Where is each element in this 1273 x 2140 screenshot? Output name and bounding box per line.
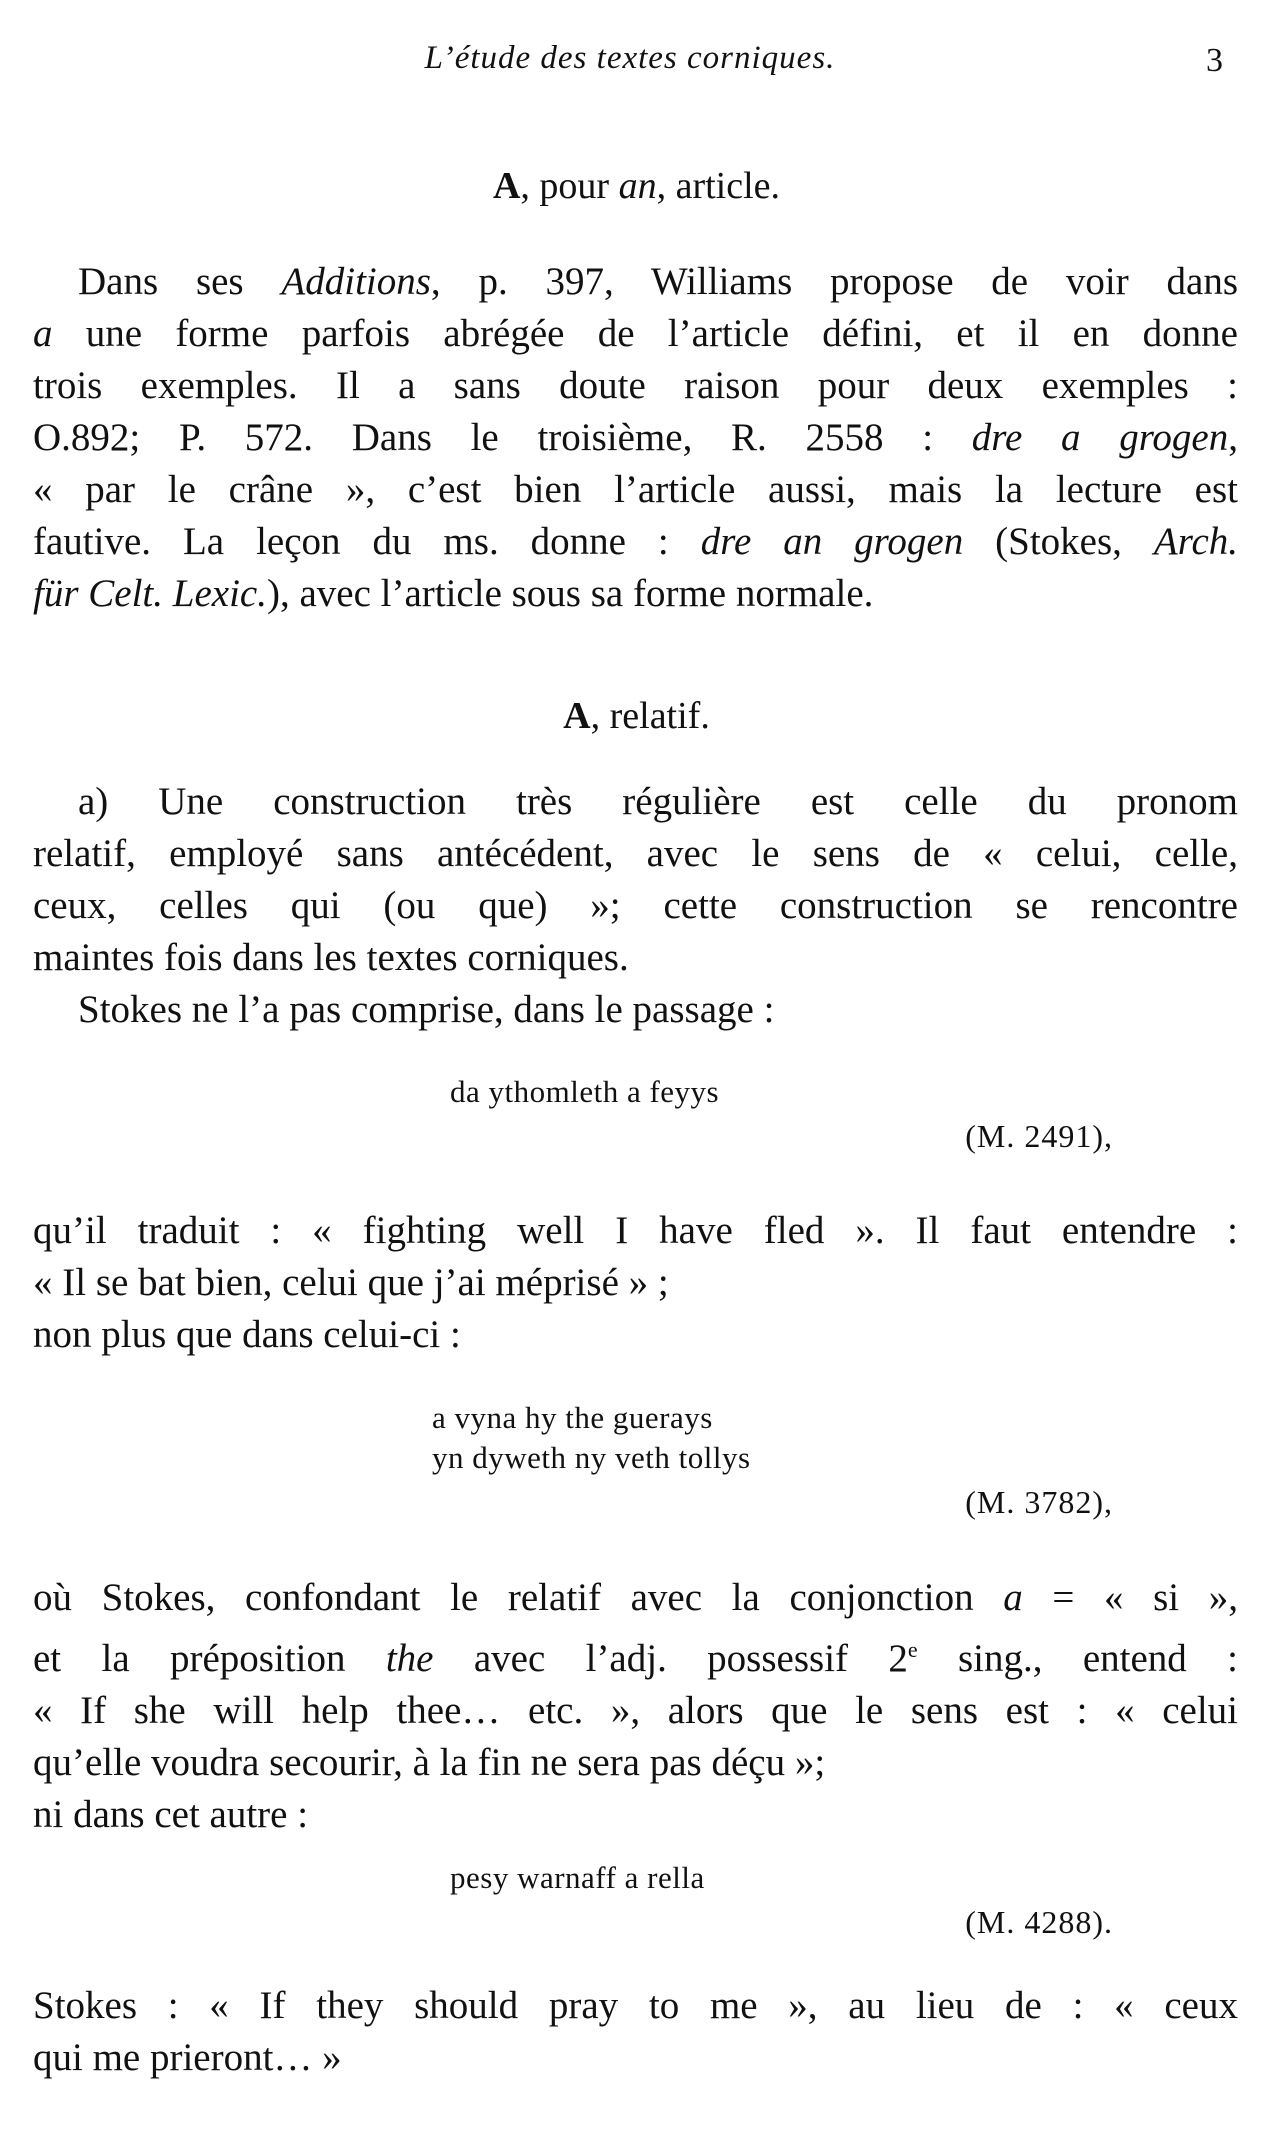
paragraph-line: maintes fois dans les textes corniques.	[33, 936, 629, 979]
verse-reference-2: (M. 3782),	[965, 1484, 1113, 1520]
italic-run: a	[1003, 1576, 1023, 1619]
paragraph-line	[33, 1624, 1238, 1685]
verse-line: da ythomleth a feyys	[450, 1074, 720, 1109]
text-run: qu’elle voudra secourir, à la fin ne sera pas déçu »;	[33, 1741, 826, 1784]
paragraph-line: non plus que dans celui-ci :	[33, 1313, 461, 1356]
italic-run: für Celt. Lexic.	[33, 572, 267, 615]
paragraph-line	[33, 1737, 1238, 1789]
heading-a-relatif-word: A	[563, 695, 591, 737]
italic-run: Arch.	[1153, 520, 1239, 563]
text-run: trois exemples. Il a sans doute raison pour deux exemples :	[33, 364, 1238, 407]
italic-run: Additions	[281, 260, 431, 303]
verse-reference-3: (M. 4288).	[965, 1904, 1113, 1940]
text-run: « If she will help thee… etc. », alors que le sens est : « celui	[33, 1689, 1238, 1732]
text-run: Dans ses	[78, 260, 282, 303]
superscript-run: e	[907, 1637, 918, 1662]
italic-run: a	[33, 312, 53, 355]
text-run: , p. 397, Williams propose de voir dans	[430, 260, 1238, 303]
paragraph-line: qu’il traduit : « fighting well I have fled ». Il faut entendre :	[33, 1209, 1238, 1252]
text-run: ), avec l’article sous sa forme normale.	[266, 572, 874, 615]
heading-a-relatif-tail: , relatif.	[590, 695, 710, 737]
text-run: avec l’adj. possessif 2	[433, 1637, 908, 1680]
text-run: une forme parfois abrégée de l’article défini, et il en donne	[52, 312, 1238, 355]
paragraph-line: a) Une construction très régulière est celle du pronom	[78, 780, 1238, 823]
paragraph-relatif-4	[33, 1980, 1238, 2084]
paragraph-line	[33, 1789, 1238, 1841]
verse-line: a vyna hy the guerays	[432, 1400, 713, 1435]
text-run: et la préposition	[33, 1637, 386, 1680]
text-run: fautive. La leçon du ms. donne :	[33, 520, 701, 563]
paragraph-line	[33, 516, 1238, 568]
paragraph-line	[33, 464, 1238, 516]
paragraph-line: qui me prieront… »	[33, 2036, 342, 2079]
paragraph-line	[33, 256, 1238, 308]
heading-a-article	[0, 164, 1273, 208]
paragraph-line: Stokes ne l’a pas comprise, dans le passage :	[78, 988, 775, 1031]
text-run: ni dans cet autre :	[33, 1793, 309, 1836]
paragraph-line	[33, 360, 1238, 412]
paragraph-line: ceux, celles qui (ou que) »; cette construction se rencontre	[33, 884, 1238, 927]
heading-a-article-word: A	[492, 165, 521, 207]
verse-quote-2	[432, 1398, 751, 1478]
paragraph-relatif-2	[33, 1205, 1238, 1361]
paragraph-article	[33, 256, 1238, 620]
paragraph-relatif-3	[33, 1572, 1238, 1841]
heading-a-relatif	[0, 694, 1273, 738]
heading-a-article-sep: , pour	[520, 165, 619, 207]
text-run: ,	[1228, 416, 1238, 459]
paragraph-line: relatif, employé sans antécédent, avec le sens de « celui, celle,	[33, 832, 1238, 875]
paragraph-relatif-1	[33, 776, 1238, 1036]
verse-quote-1	[450, 1072, 719, 1112]
running-head	[0, 40, 1273, 90]
text-run: O.892; P. 572. Dans le troisième, R. 2558 :	[33, 416, 972, 459]
text-run: où Stokes, confondant le relatif avec la conjonction	[33, 1576, 1004, 1619]
paragraph-line	[33, 412, 1238, 464]
verse-line: pesy warnaff a rella	[450, 1860, 705, 1895]
running-title: L’étude des textes corniques.	[424, 40, 836, 76]
heading-a-article-tail: , article.	[656, 165, 781, 207]
page-number: 3	[1206, 42, 1223, 79]
italic-run: the	[385, 1637, 434, 1680]
text-run: « par le crâne », c’est bien l’article aussi, mais la lecture est	[33, 468, 1238, 511]
paragraph-line	[33, 308, 1238, 360]
text-run: (Stokes,	[963, 520, 1154, 563]
paragraph-line	[33, 1685, 1238, 1737]
paragraph-line: Stokes : « If they should pray to me », au lieu de : « ceux	[33, 1984, 1238, 2027]
italic-run: dre a grogen	[971, 416, 1229, 459]
paragraph-line	[33, 568, 1238, 620]
text-run: sing., entend :	[917, 1637, 1238, 1680]
heading-a-article-italic: an	[618, 165, 657, 207]
paragraph-line	[33, 1572, 1238, 1624]
verse-reference-1: (M. 2491),	[965, 1118, 1113, 1154]
verse-quote-3	[450, 1858, 705, 1898]
verse-line: yn dyweth ny veth tollys	[432, 1440, 751, 1475]
italic-run: dre an grogen	[700, 520, 964, 563]
paragraph-line: « Il se bat bien, celui que j’ai méprisé » ;	[33, 1261, 669, 1304]
text-run: = « si »,	[1022, 1576, 1239, 1619]
